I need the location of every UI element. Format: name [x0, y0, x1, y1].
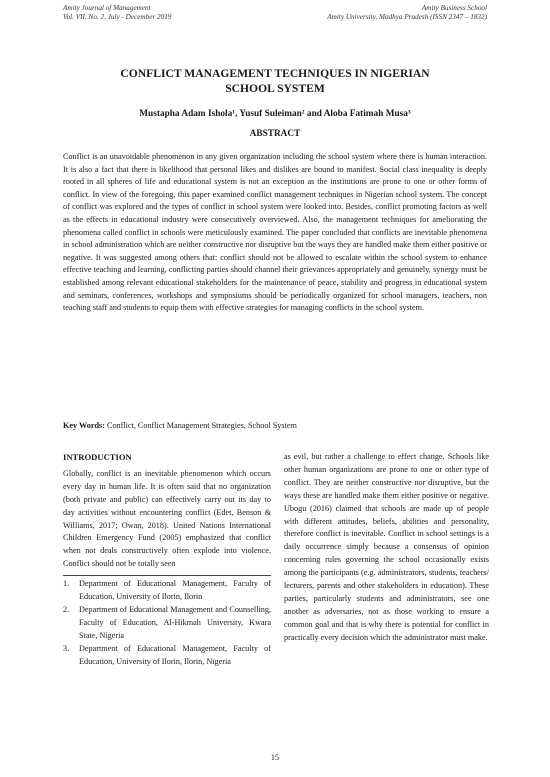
- abstract-heading: ABSTRACT: [249, 129, 301, 139]
- author-list: Mustapha Adam Ishola¹, Yusuf Suleiman² and Aloba Fatimah Musa³: [139, 109, 411, 119]
- affiliation-text: Department of Educational Management, Faculty of Education, University of Ilorin, Ilorin, Nigeria: [79, 643, 271, 666]
- journal-volume: Vol. VII, No. 2, July - December 2019: [63, 13, 172, 21]
- header-left: [63, 4, 171, 22]
- right-column: [284, 451, 489, 645]
- intro-paragraph-right: as evil, but rather a challenge to effect change. Schools like other human organizations are prone to one or other type of conflict. They are neither constructive nor disruptive, but the ways these are handled make them either positive or negative. Ubogu (2016) claimed that schools are made up of people with different attitudes, beliefs, abilities and personality, therefore conflict is inevitable. Conflict in school settings is a daily occurrence simply because a consensus of opinion concerning rules governing the school occasionally exists among the participants (e.g. administrators, students, teachers/ lecturers, parents and other stakeholders in education). These parties, particularly students and administrators, see one another as adversaries, not as those working to ensure a common goal and that is why there is potential for conflict in practically every decision which the administrator must make.: [284, 452, 489, 642]
- affiliation-number: 3.: [63, 643, 70, 653]
- school-name: Amity Business School: [421, 4, 487, 12]
- left-column: [63, 451, 271, 669]
- title-line-2: SCHOOL SYSTEM: [225, 82, 325, 95]
- keywords: [63, 421, 487, 430]
- affiliation-item: [63, 578, 271, 604]
- keywords-label: Key Words:: [63, 421, 105, 430]
- affiliation-number: 1.: [63, 579, 70, 589]
- header-right: [327, 4, 487, 22]
- title-line-1: CONFLICT MANAGEMENT TECHNIQUES IN NIGERIAN: [120, 67, 430, 80]
- university-issn: Amity University, Madhya Pradesh (ISSN 2347 – 1832): [327, 13, 487, 21]
- affiliation-list: [63, 578, 271, 668]
- affiliation-text: Department of Educational Management, Faculty of Education, University of Ilorin, Ilorin: [79, 579, 271, 602]
- affiliation-item: [63, 643, 271, 669]
- affiliation-text: Department of Educational Management and Counselling, Faculty of Education, Al-Hikmah University, Kwara State, Nigeria: [79, 604, 271, 640]
- introduction-heading: INTRODUCTION: [63, 452, 132, 462]
- affiliation-item: [63, 604, 271, 643]
- intro-paragraph-left: Globally, conflict is an inevitable phenomenon which occurs every day in human life. It is often said that no organization (both private and public) can effectively carry out its day to day activities without encountering conflict (Edet, Benson & Williams, 2017; Owan, 2018). United Nations International Children Emergency Fund (2005) emphasized that conflict when not deals constructively often explode into violence. Conflict should not be totally seen: [63, 468, 271, 569]
- affiliation-number: 2.: [63, 604, 70, 614]
- abstract-body: Conflict is an unavoidable phenomenon in any given organization including the school system where there is human interaction. It is also a fact that there is likelihood that personal likes and dislikes are bound to manifest. Social class inequality is deeply rooted in all spheres of life and educational system is not an exception as the institutions are prone to one or other forms of conflict. In view of the foregoing, this paper examined conflict management techniques in Nigerian school system. The concept of conflict was explored and the types of conflict in school system were looked into. Besides, conflict promoting factors as well as the effects in educational industry were consecutively overviewed. Also, the management techniques for ameliorating the phenomena called conflict in schools were meticulously examined. The paper concluded that conflicts are inevitable phenomena in school administration which are neither constructive nor disruptive but the ways they are handled make them either positive or negative. It was suggested among others that: conflict should not be allowed to escalate within the school system to enhance effective teaching and learning, conflicting parties should channel their grievances appropriately and genuinely, synergy must be established among relevant educational stakeholders for the maintenance of peace, stability and progress in educational system and seminars, conferences, workshops and symposiums should be periodically organized for school managers, teachers, non teaching staff and students to equip them with effective strategies for managing conflicts in the school system.: [63, 152, 487, 313]
- keywords-text: Conflict, Conflict Management Strategies, School System: [104, 421, 297, 430]
- paper-title: [60, 66, 490, 96]
- page-number: 15: [270, 753, 280, 762]
- journal-name: Amity Journal of Management: [63, 4, 151, 12]
- footnote-divider: [63, 575, 271, 576]
